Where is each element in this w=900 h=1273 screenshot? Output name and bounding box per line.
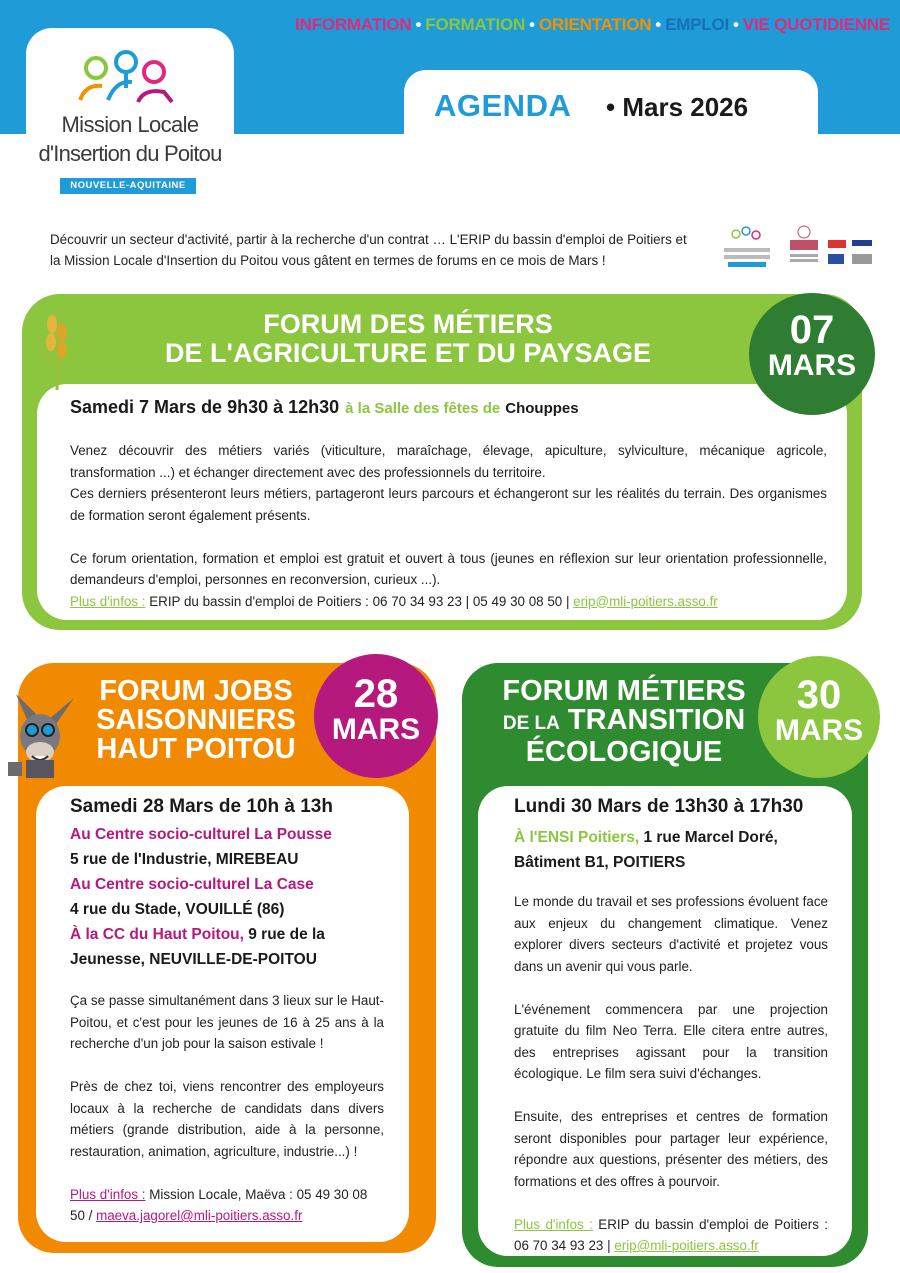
tagline-formation: FORMATION	[425, 15, 526, 34]
forum2-title: FORUM JOBS SAISONNIERS HAUT POITOU	[96, 675, 296, 765]
forum1-title: FORUM DES MÉTIERS DE L'AGRICULTURE ET DU PAYSAGE	[165, 309, 651, 368]
forum2-place2-name: Au Centre socio-culturel La Case	[70, 876, 314, 893]
forum3-email-link[interactable]: erip@mli-poitiers.asso.fr	[614, 1238, 759, 1253]
forum1-badge-day: 07	[789, 308, 835, 352]
forum3-description: Le monde du travail et ses professions évoluent face aux enjeux du changement climatique. Venez explorer divers secteurs d'activité et projetez vous dans un avenir qui vous parle. L'événement commencera par une projection gratuite du film Neo Terra. Elle citera entre autres, des entreprises agissant pour la transition écologique. Le film sera suivi d'échanges. Ensuite, des entreprises et centres de formation seront disponibles pour partager leur expérience, répondre aux questions, présenter des métiers, des formations et des offres à pourvoir. Plus d'infos : ERIP du bassin d'emploi de Poitiers : 06 70 34 93 23 | erip@mli-poitiers.asso.fr	[514, 891, 828, 1257]
forum1-contact: Plus d'infos : ERIP du bassin d'emploi de Poitiers : 06 70 34 93 23 | 05 49 30 08 50 | erip@mli-poitiers.asso.fr	[70, 593, 718, 609]
mission-locale-logo-icon	[72, 48, 184, 106]
partner-logos-icon	[718, 222, 878, 274]
forum1-badge-month: MARS	[767, 349, 857, 382]
forum2-date-badge	[314, 654, 438, 778]
forum2-badge-day: 28	[353, 672, 399, 716]
forum1-description: Venez découvrir des métiers variés (viticulture, maraîchage, élevage, apiculture, sylviculture, mécanique agricole, transformation ...) et échanger directement avec des professionnels du territoire. Ces derniers présenteront leurs métiers, partageront leurs parcours et échangeront sur les réalités du terrain. Des organismes de formation seront également présents. Ce forum orientation, formation et emploi est gratuit et ouvert à tous (jeunes en réflexion sur leur orientation professionnelle, demandeurs d'emploi, personnes en reconversion, curieux ...). Plus d'infos : ERIP du bassin d'emploi de Poitiers : 06 70 34 93 23 | 05 49 30 08 50 | erip@mli-poitiers.asso.fr	[70, 440, 827, 612]
agenda-month: • Mars 2026	[606, 92, 749, 122]
forum2-description: Ça se passe simultanément dans 3 lieux sur le Haut-Poitou, et c'est pour les jeunes de 16 à 25 ans à la recherche d'un job pour la saison estivale ! Près de chez toi, viens rencontrer des employeurs locaux à la recherche de candidats dans divers métiers (grande distribution, aide à la personne, restauration, animation, agriculture, industrie...) ! Plus d'infos : Mission Locale, Maëva : 05 49 30 08 50 / maeva.jagorel@mli-poitiers.asso.fr	[70, 990, 384, 1227]
forum3-more-info-link[interactable]: Plus d'infos :	[514, 1216, 593, 1232]
forum2-locations	[70, 822, 370, 972]
forum1-more-info-link[interactable]: Plus d'infos :	[70, 593, 146, 609]
forum1-date-heading: Samedi 7 Mars de 9h30 à 12h30 à la Salle des fêtes de Chouppes	[70, 397, 579, 417]
forum2-contact: Plus d'infos : Mission Locale, Maëva : 05 49 30 08 50 / maeva.jagorel@mli-poitiers.asso.fr	[70, 1186, 368, 1223]
tagline: INFORMATION • FORMATION • ORIENTATION • EMPLOI • VIE QUOTIDIENNE	[295, 15, 890, 34]
donkey-mascot-icon	[2, 692, 78, 778]
forum3-date-badge	[758, 656, 880, 778]
forum2-place3-address: 9 rue de la Jeunesse, NEUVILLE-DE-POITOU	[70, 926, 325, 968]
forum3-place-address: 1 rue Marcel Doré, Bâtiment B1, POITIERS	[514, 829, 778, 871]
forum1-date-badge	[749, 293, 875, 415]
forum3-date-heading: Lundi 30 Mars de 13h30 à 17h30	[514, 796, 804, 817]
forum2-place2-address: 4 rue du Stade, VOUILLÉ (86)	[70, 901, 285, 918]
forum2-place3-name: À la CC du Haut Poitou,	[70, 926, 244, 943]
forum2-place1-name: Au Centre socio-culturel La Pousse	[70, 826, 332, 843]
intro-text: Découvrir un secteur d'activité, partir à la recherche d'un contrat … L'ERIP du bassin d'emploi de Poitiers et la Mission Locale d'Insertion du Poitou vous gâtent en termes de forums en ce mois de Mars !	[50, 232, 687, 268]
forum2-more-info-link[interactable]: Plus d'infos :	[70, 1186, 146, 1202]
forum2-email-link[interactable]: maeva.jagorel@mli-poitiers.asso.fr	[96, 1208, 303, 1223]
forum3-location	[514, 825, 834, 875]
logo-region: NOUVELLE-AQUITAINE	[60, 178, 196, 194]
tagline-orientation: ORIENTATION	[538, 15, 652, 34]
tagline-vie-quotidienne: VIE QUOTIDIENNE	[742, 15, 890, 34]
wheat-icon	[40, 306, 74, 390]
forum3-badge-month: MARS	[774, 714, 864, 747]
forum3-contact: Plus d'infos : ERIP du bassin d'emploi de Poitiers : 06 70 34 93 23 | erip@mli-poitiers.asso.fr	[514, 1216, 829, 1253]
tagline-information: INFORMATION	[295, 15, 412, 34]
forum2-badge-month: MARS	[331, 713, 421, 746]
logo-name-line2: d'Insertion du Poitou	[38, 141, 222, 166]
forum1-city: Chouppes	[505, 400, 579, 417]
agenda-title: AGENDA	[434, 88, 572, 123]
tagline-emploi: EMPLOI	[665, 15, 730, 34]
forum2-date-heading: Samedi 28 Mars de 10h à 13h	[70, 796, 333, 817]
logo-name-line1: Mission Locale	[61, 112, 199, 137]
forum3-title: FORUM MÉTIERS DE LA TRANSITION ÉCOLOGIQUE	[502, 675, 746, 768]
forum1-venue: à la Salle des fêtes de	[345, 400, 501, 417]
forum1-email-link[interactable]: erip@mli-poitiers.asso.fr	[573, 593, 718, 609]
forum3-badge-day: 30	[796, 673, 842, 717]
forum2-place1-address: 5 rue de l'Industrie, MIREBEAU	[70, 851, 299, 868]
forum3-place-name: À l'ENSI Poitiers,	[514, 829, 640, 846]
